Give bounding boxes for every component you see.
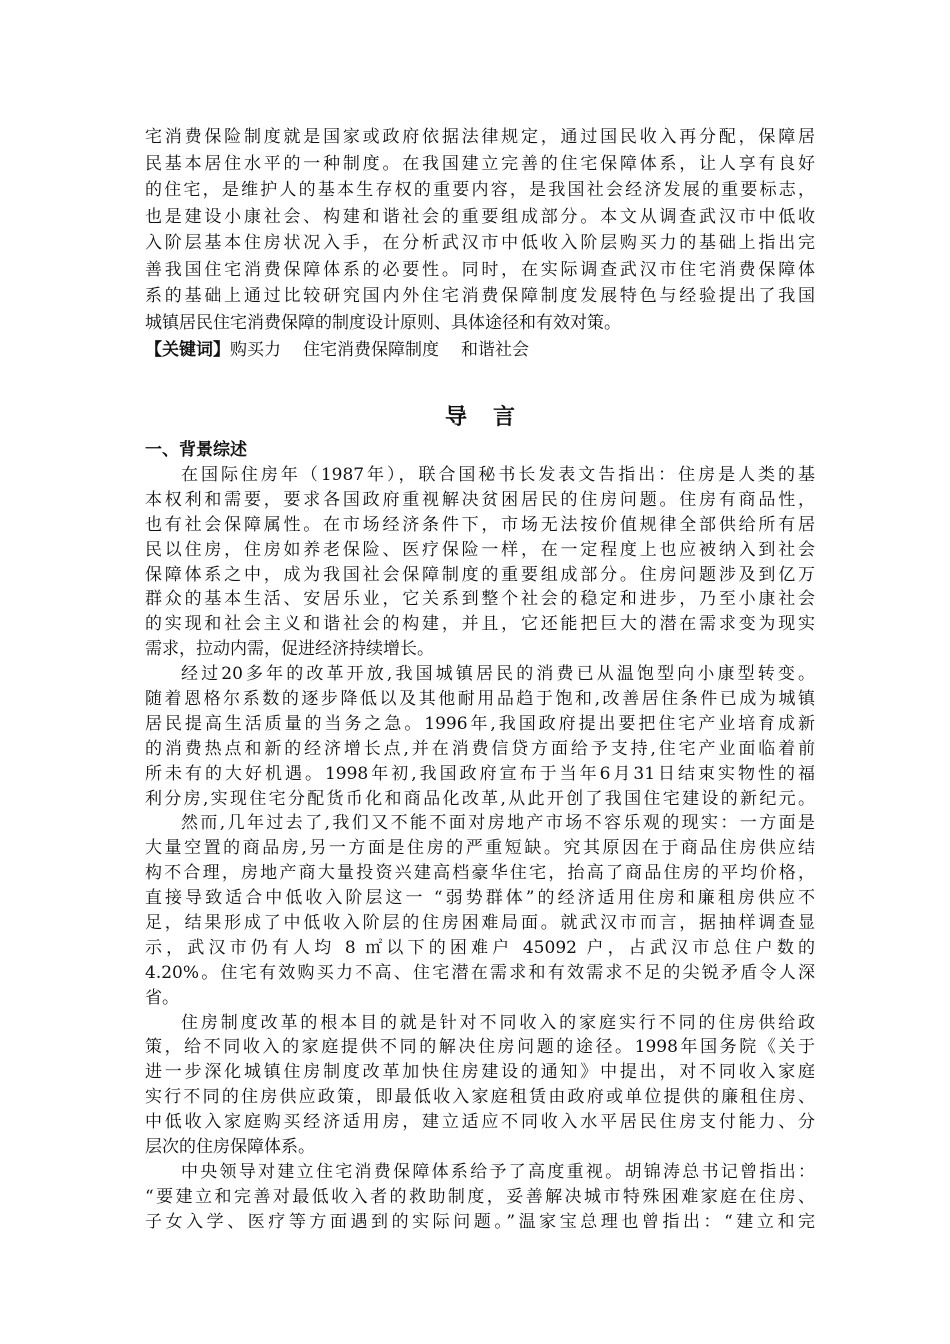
paragraph-line: 足，结果形成了中低收入阶层的住房困难局面。就武汉市而言，据抽样调查显 bbox=[145, 913, 815, 934]
abstract-line: 城镇居民住宅消费保障的制度设计原则、具体途径和有效对策。 bbox=[145, 312, 621, 333]
paragraph-line: 需求，拉动内需，促进经济持续增长。 bbox=[145, 639, 434, 660]
paragraph-line: 群众的基本生活、安居乐业，它关系到整个社会的稳定和进步，乃至小康社会 bbox=[145, 589, 815, 610]
abstract-line: 善我国住宅消费保障体系的必要性。同时，在实际调查武汉市住宅消费保障体 bbox=[145, 259, 815, 280]
paragraph-line: 子女入学、医疗等方面遇到的实际问题。”温家宝总理也曾指出：“建立和完 bbox=[145, 1211, 815, 1232]
paragraph-line: 的实现和社会主义和谐社会的构建，并且，它还能把巨大的潜在需求变为现实 bbox=[145, 614, 815, 635]
keyword-item: 和谐社会 bbox=[461, 340, 529, 360]
paragraph bbox=[145, 662, 815, 811]
paragraph-line: 层次的住房保障体系。 bbox=[145, 1137, 315, 1158]
paragraph-line: 构不合理，房地产商大量投资兴建高档豪华住宅，抬高了商品住房的平均价格， bbox=[145, 863, 815, 884]
abstract-line: 系的基础上通过比较研究国内外住宅消费保障制度发展特色与经验提出了我国 bbox=[145, 286, 815, 306]
section-title: 导言 bbox=[444, 405, 541, 430]
abstract-block bbox=[145, 124, 815, 336]
paragraph bbox=[145, 1011, 815, 1160]
paragraph-line: 居民提高生活质量的当务之急。1996年,我国政府提出要把住宅产业培育成新 bbox=[145, 713, 815, 734]
paragraph bbox=[145, 463, 815, 662]
keyword-item: 住宅消费保障制度 bbox=[303, 340, 439, 360]
paragraph-line: 中低收入家庭购买经济适用房，建立适应不同收入水平居民住房支付能力、分 bbox=[145, 1112, 815, 1133]
abstract-line: 入阶层基本住房状况入手，在分析武汉市中低收入阶层购买力的基础上指出完 bbox=[145, 233, 815, 253]
paragraph-line: “要建立和完善对最低收入者的救助制度，妥善解决城市特殊困难家庭在住房、 bbox=[145, 1186, 815, 1207]
paragraph-line: 随着恩格尔系数的逐步降低以及其他耐用品趋于饱和,改善居住条件已成为城镇 bbox=[145, 689, 815, 710]
paragraph-line: 住房制度改革的根本目的就是针对不同收入的家庭实行不同的住房供给政 bbox=[181, 1012, 815, 1033]
paragraph-line: 中央领导对建立住宅消费保障体系给予了高度重视。胡锦涛总书记曾指出： bbox=[181, 1161, 815, 1182]
sub-heading: 一、背景综述 bbox=[145, 440, 247, 460]
paragraph-line: 经过20多年的改革开放,我国城镇居民的消费已从温饱型向小康型转变。 bbox=[181, 664, 815, 685]
paragraph-line: 然而,几年过去了,我们又不能不面对房地产市场不容乐观的现实：一方面是 bbox=[181, 813, 815, 834]
keyword-item: 购买力 bbox=[230, 340, 281, 360]
paragraph-line: 民以住房，住房如养老保险、医疗保险一样，在一定程度上也应被纳入到社会 bbox=[145, 539, 815, 560]
paragraph-line: 本权利和需要，要求各国政府重视解决贫困居民的住房问题。住房有商品性， bbox=[145, 489, 815, 510]
paragraph-line: 实行不同的住房供应政策，即最低收入家庭租赁由政府或单位提供的廉租住房、 bbox=[145, 1087, 815, 1108]
paragraph bbox=[145, 1160, 815, 1235]
paragraph-line: 的消费热点和新的经济增长点,并在消费信贷方面给予支持,住宅产业面临着前 bbox=[145, 738, 815, 759]
abstract-line: 的住宅，是维护人的基本生存权的重要内容，是我国社会经济发展的重要标志， bbox=[145, 180, 815, 200]
keywords bbox=[145, 336, 815, 364]
paragraph-line: 也有社会保障属性。在市场经济条件下，市场无法按价值规律全部供给所有居 bbox=[145, 514, 815, 535]
paragraph-line: 在国际住房年（1987年），联合国秘书长发表文告指出：住房是人类的基 bbox=[181, 465, 815, 485]
paragraph-line: 保障体系之中，成为我国社会保障制度的重要组成部分。住房问题涉及到亿万 bbox=[145, 564, 815, 585]
paragraph-line: 省。 bbox=[145, 987, 179, 1008]
document-page bbox=[145, 124, 815, 1235]
keywords-label: 【关键词】 bbox=[145, 340, 230, 360]
abstract-line: 民基本居住水平的一种制度。在我国建立完善的住宅保障体系，让人享有良好 bbox=[145, 153, 815, 174]
paragraph-line: 大量空置的商品房,另一方面是住房的严重短缺。究其原因在于商品住房供应结 bbox=[145, 838, 815, 859]
paragraph-line: 策，给不同收入的家庭提供不同的解决住房问题的途径。1998年国务院《关于 bbox=[145, 1037, 815, 1058]
paragraph bbox=[145, 811, 815, 1010]
abstract-line: 宅消费保险制度就是国家或政府依据法律规定，通过国民收入再分配，保障居 bbox=[145, 127, 815, 147]
paragraph-line: 示，武汉市仍有人均 8 ㎡以下的困难户 45092 户，占武汉市总住户数的 bbox=[145, 937, 815, 958]
paragraph-line: 利分房,实现住宅分配货币化和商品化改革,从此开创了我国住宅建设的新纪元。 bbox=[145, 788, 815, 809]
paragraph-line: 进一步深化城镇住房制度改革加快住房建设的通知》中提出，对不同收入家庭 bbox=[145, 1062, 815, 1083]
paragraph-line: 直接导致适合中低收入阶层这一 “弱势群体”的经济适用住房和廉租房供应不 bbox=[145, 888, 815, 909]
abstract-line: 也是建设小康社会、构建和谐社会的重要组成部分。本文从调查武汉市中低收 bbox=[145, 206, 815, 227]
paragraph-line: 4.20%。住宅有效购买力不高、住宅潜在需求和有效需求不足的尖锐矛盾令人深 bbox=[145, 962, 815, 983]
paragraph-line: 所未有的大好机遇。1998年初,我国政府宣布于当年6月31日结束实物性的福 bbox=[145, 763, 815, 784]
